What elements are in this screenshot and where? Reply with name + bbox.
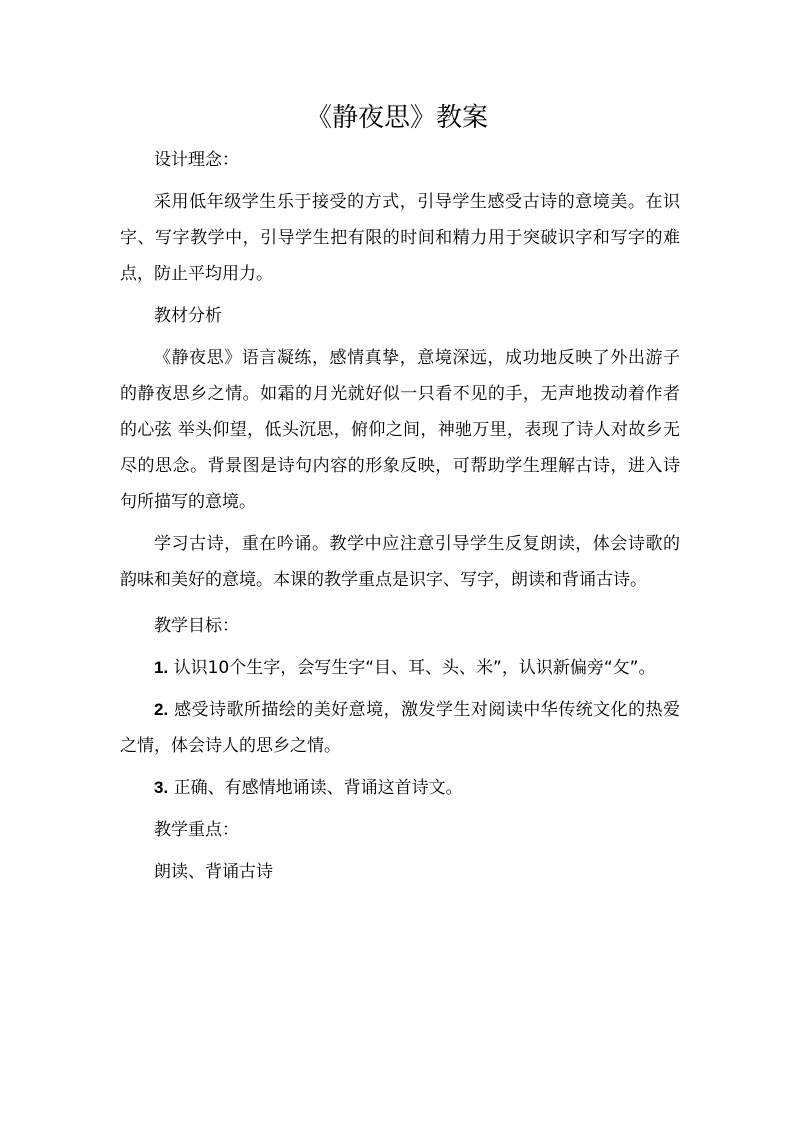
objective-number: 2. — [154, 700, 169, 719]
objective-text: 正确、有感情地诵读、背诵这首诗文。 — [173, 778, 463, 798]
objectives-heading: 教学目标： — [154, 616, 239, 636]
objective-number: 3. — [154, 778, 169, 797]
objective-text: 感受诗歌所描绘的美好意境，激发学生对阅读中华传统文化的热爱之情，体会诗人的思乡之情。 — [120, 700, 681, 756]
key-points-heading: 教学重点： — [154, 820, 239, 840]
objective-item-2 — [120, 692, 680, 764]
design-concept-heading: 设计理念： — [154, 150, 239, 170]
material-analysis-paragraph-1: 《静夜思》语言凝练，感情真挚，意境深远，成功地反映了外出游子的静夜思乡之情。如霜的月光就好似一只看不见的手，无声地拨动着作者的心弦 举头仰望，低头沉思，俯仰之间，神驰万里，表现了诗人对故乡无尽的思念。背景图是诗句内容的形象反映，可帮助学生理解古诗，进入诗句所描写的意境。 — [120, 348, 680, 512]
material-analysis-heading: 教材分析 — [154, 306, 222, 326]
objective-item-1 — [120, 650, 680, 686]
design-concept-paragraph: 采用低年级学生乐于接受的方式，引导学生感受古诗的意境美。在识字、写字教学中，引导学生把有限的时间和精力用于突破识字和写字的难点，防止平均用力。 — [120, 192, 680, 284]
document-title: 《静夜思》教案 — [305, 103, 488, 133]
material-analysis-paragraph-2: 学习古诗，重在吟诵。教学中应注意引导学生反复朗读，体会诗歌的韵味和美好的意境。本课的教学重点是识字、写字，朗读和背诵古诗。 — [120, 534, 680, 590]
objective-item-3 — [120, 770, 680, 806]
objective-text: 认识10个生字，会写生字“目、耳、头、米”，认识新偏旁“攵”。 — [173, 658, 656, 678]
document-body — [120, 142, 680, 890]
key-points-paragraph: 朗读、背诵古诗 — [154, 862, 273, 882]
objective-number: 1. — [154, 658, 169, 677]
